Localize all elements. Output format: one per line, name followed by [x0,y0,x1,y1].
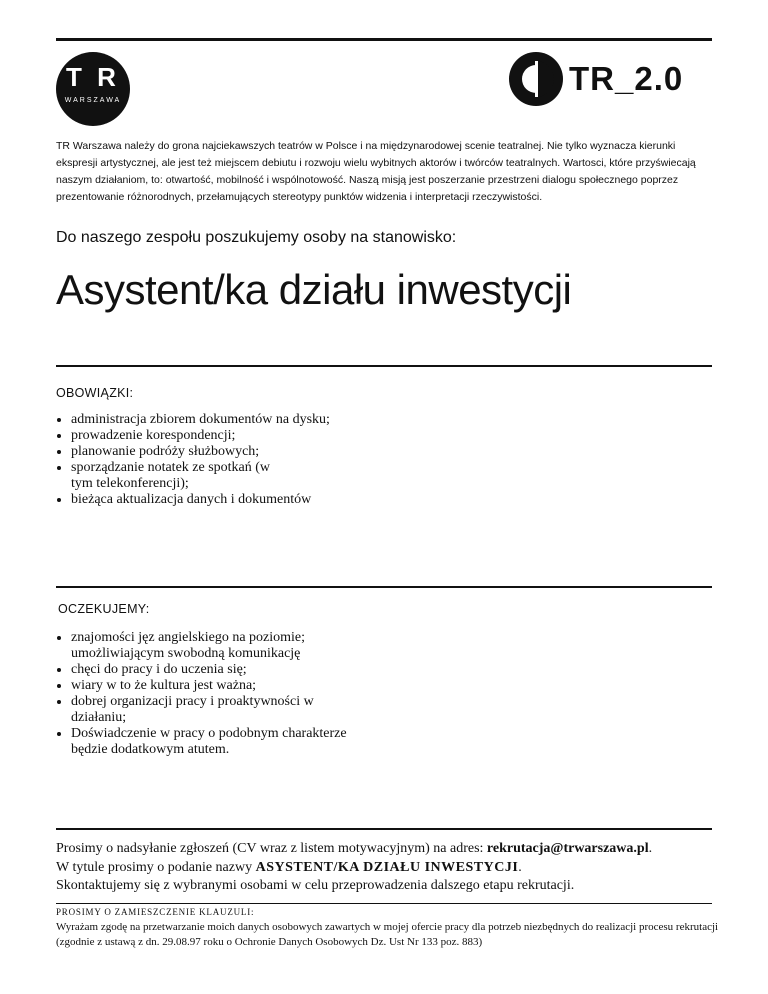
footer-rule [56,828,712,830]
list-item: • bieżąca aktualizacja danych i dokumentów [71,492,330,508]
job-title: Asystent/ka działu inwestycji [56,266,572,313]
expectations-heading: OCZEKUJEMY: [58,602,150,616]
tr-2-0-mark-icon [509,52,563,106]
application-text: W tytule prosimy o podanie nazwy [56,859,256,875]
list-item: • Doświadczenie w pracy o podobnym charakterze będzie dodatkowym atutem. [71,726,381,758]
intro-paragraph: TR Warszawa należy do grona najciekawszych teatrów w Polsce i na międzynarodowej scenie teatralnej. Nie tylko wyznacza kierunki ekspresji artystycznej, ale jest też miejscem debiutu i rozwoju wielu wybitnych aktorów i twórców teatralnych. Wartosci, które przyświecają naszym działaniom, to: otwartość, mobilność i wspólnotowość. Naszą misją jest poszerzanie przestrzeni dialogu społecznego poprzez prezentowanie różnorodnych, przełamujących stereotypy punktów widzenia i interpretacji rzeczywistości. [56,140,696,203]
contact-email[interactable]: rekrutacja@trwarszawa.pl [486,841,649,856]
logo-tr-letters: T R [66,62,120,92]
application-instructions [56,840,736,896]
punctuation: . [648,841,653,856]
list-item: • administracja zbiorem dokumentów na dysku; [71,412,330,428]
tr-warszawa-logo [56,52,130,126]
expectations-list [56,630,401,758]
tr-2-0-logo [509,52,714,106]
punctuation: . [518,859,522,875]
application-line-1 [56,840,736,859]
list-item: • znajomości jęz angielskiego na poziomie; umożliwiającym swobodną komunikację [71,630,401,662]
list-item: • chęci do pracy i do uczenia się; [71,662,401,678]
application-text: Prosimy o nadsyłanie zgłoszeń (CV wraz z listem motywacyjnym) na adres: [56,841,487,856]
list-item: • sporządzanie notatek ze spotkań (w tym telekonferencji); [71,460,291,492]
tr-2-0-wordmark: TR_2.0 [569,60,684,97]
position-lead: Do naszego zespołu poszukujemy osoby na stanowisko: [56,229,457,246]
application-line-3: Skontaktujemy się z wybranymi osobami w celu przeprowadzenia dalszego etapu rekrutacji. [56,878,575,893]
expectations-rule [56,586,712,588]
duties-rule [56,365,712,367]
duties-heading: OBOWIĄZKI: [56,386,134,400]
list-item: • wiary w to że kultura jest ważna; [71,678,401,694]
clause-rule [56,903,712,904]
application-line-2 [56,859,736,878]
clause-heading: PROSIMY O ZAMIESZCZENIE KLAUZULI: [56,907,255,917]
logo-warszawa-text: WARSZAWA [64,97,122,104]
list-item: • prowadzenie korespondencji; [71,428,330,444]
list-item: • dobrej organizacji pracy i proaktywności w działaniu; [71,694,341,726]
position-name-caps: ASYSTENT/KA DZIAŁU INWESTYCJI [255,859,519,875]
list-item: • planowanie podróży służbowych; [71,444,330,460]
gdpr-clause: Wyrażam zgodę na przetwarzanie moich danych osobowych zawartych w mojej ofercie pracy dla potrzeb niezbędnych do realizacji procesu rekrutacji (zgodnie z ustawą z dn. 29.08.97 roku o Ochronie Danych Osobowych Dz. Ust Nr 133 poz. 883) [56,921,719,948]
top-rule [56,38,712,41]
duties-list [56,412,330,508]
